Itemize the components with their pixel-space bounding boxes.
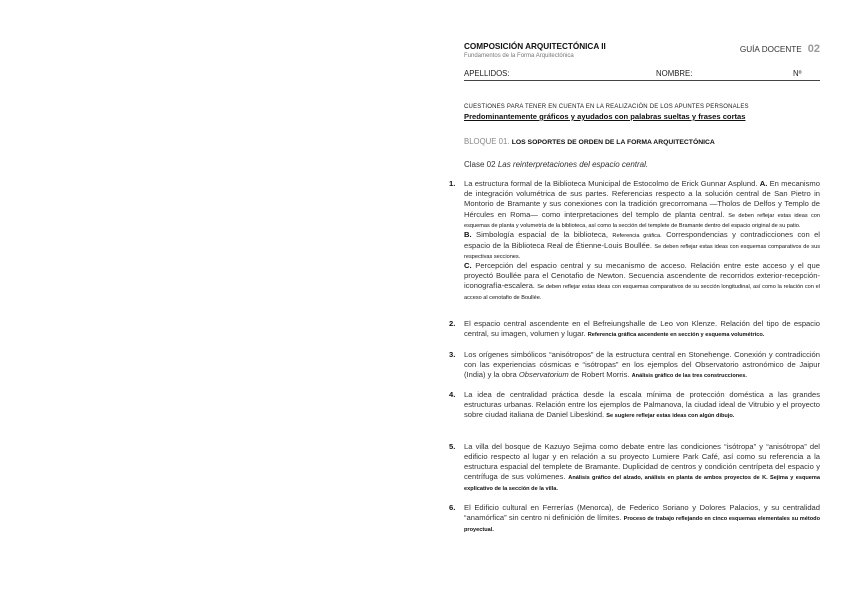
list-item <box>449 349 820 380</box>
item-note: Se deben reflejar estas ideas con esquemas comparativos de sus respectivas secciones. <box>464 243 820 260</box>
item-italic: Observatorium <box>518 369 569 379</box>
list-item <box>449 389 820 420</box>
item-number: 5. <box>449 442 456 452</box>
item-note: Análisis gráfico de las tres construcciones. <box>631 372 747 379</box>
course-block <box>464 42 606 61</box>
list-item <box>449 503 820 534</box>
item-text: Percepción del espacio central y su mecanismo de acceso. Relación entre este acceso y el que proyectó Boullée para el Cenotafio de Newton. Secuencia ascendente de recorridos exterior-recepción-iconografía-escalera. <box>464 261 820 291</box>
item-note: Referencia gráfica. <box>612 233 662 240</box>
item-text: La idea de centralidad práctica desde la escala mínima de protección doméstica a las grandes estructuras urbanas. Relación entre los ejemplos de Palmanova, la ciudad ideal de Vitrubio y el proyecto sobre ciudad italiana de Daniel Libeskind. <box>464 389 820 419</box>
item-note: Análisis gráfico del alzado, análisis en planta de ambos proyectos de K. Sejima y esquema explicativo de la sección de la villa. <box>464 475 820 492</box>
item-text: Simbología espacial de la biblioteca, <box>476 230 608 240</box>
block-label: BLOQUE 01. <box>464 136 510 146</box>
student-fields <box>464 69 820 81</box>
item-text: Correspondencias y contradicciones con el espacio de la Biblioteca Real de Étienne-Louis Boullée. <box>464 230 820 250</box>
questions-heading: CUESTIONES PARA TENER EN CUENTA EN LA REALIZACIÓN DE LOS APUNTES PERSONALES <box>464 104 749 111</box>
item-text: En mecanismo de integración volumétrica de sus partes. Referencias respecto a la solución central de San Pietro in Montorio de Bramante y sus conexiones con la tradición grecorromana —Tholos de Delfos y Templo de Hércules en Roma— como interpretaciones del templo de planta central. <box>464 179 820 219</box>
item-number: 3. <box>449 349 456 359</box>
item-text: El Edificio cultural en Ferrerías (Menorca), de Federico Soriano y Dolores Palacios, y su centralidad “anamórfica” sin centro ni definición de límites. <box>464 503 820 523</box>
item-number: 1. <box>449 179 456 189</box>
class-title: Las reinterpretaciones del espacio central. <box>497 159 649 169</box>
block-title: LOS SOPORTES DE ORDEN DE LA FORMA ARQUITECTÓNICA <box>511 138 715 146</box>
items-list <box>449 179 820 533</box>
number-field[interactable]: Nº <box>793 68 802 78</box>
item-text: de Robert Morris. <box>570 369 630 379</box>
name-field[interactable]: NOMBRE: <box>656 68 693 78</box>
document-page <box>449 42 820 534</box>
item-number: 2. <box>449 319 456 329</box>
guide-label: GUÍA DOCENTE <box>739 45 802 54</box>
item-letter: B. <box>464 230 472 240</box>
item-text: Los orígenes simbólicos “anisótropos” de la estructura central en Stonehenge. Conexión y contradicción con las experiencias cósmicas e “isótropas” en los ejemplos del Observatorio astronómico de Jaipur (India) y la obra <box>464 349 820 379</box>
surnames-field[interactable]: APELLIDOS: <box>464 68 510 78</box>
item-letter: A. <box>759 179 768 189</box>
item-note: Referencia gráfica ascendente en sección y esquema volumétrico. <box>587 332 765 339</box>
list-item <box>449 179 820 302</box>
item-note: Se deben reflejar estas ideas con esquemas de planta y volumetría de la biblioteca, así como la sección del templete de Bramante dentro del espacio original de su patio. <box>464 212 820 229</box>
class-heading <box>464 160 820 171</box>
guide-label-block <box>740 42 820 57</box>
item-text: La villa del bosque de Kazuyo Sejima como debate entre las condiciones “isótropa” y “anisótropa” del edificio respecto al lugar y en relación a su proyecto Lumiere Park Café, así como su referencia a la estructura espacial del templete de Bramante. Duplicidad de centros y condición centrípeta del espacio y centrífuga de sus volúmenes. <box>464 442 820 482</box>
guide-number: 02 <box>807 43 820 55</box>
course-subtitle: Fundamentos de la Forma Arquitectónica <box>464 52 574 59</box>
course-title: COMPOSICIÓN ARQUITECTÓNICA II <box>464 42 606 51</box>
item-text: La estructura formal de la Biblioteca Municipal de Estocolmo de Erick Gunnar Asplund. <box>464 179 758 189</box>
block-heading <box>464 137 820 148</box>
item-note: Proceso de trabajo reflejando en cinco esquemas elementales su método proyectual. <box>464 516 820 533</box>
item-number: 6. <box>449 503 456 513</box>
list-item <box>449 319 820 339</box>
item-letter: C. <box>464 261 472 271</box>
item-text: El espacio central ascendente en el Befreiungshalle de Leo von Klenze. Relación del tipo de espacio central, su imagen, volumen y lugar. <box>464 319 820 339</box>
class-label: Clase 02 <box>464 159 496 169</box>
questions-emphasis: Predominantemente gráficos y ayudados con palabras sueltas y frases cortas <box>464 111 746 121</box>
item-note: Se deben reflejar estas ideas con esquemas comparativos de su sección longitudinal, así como la relación con el acceso al cenotafio de Boullée. <box>464 284 820 301</box>
list-item <box>449 442 820 493</box>
item-note: Se sugiere reflejar estas ideas con algún dibujo. <box>606 412 735 419</box>
document-header <box>464 42 820 61</box>
item-number: 4. <box>449 389 456 399</box>
